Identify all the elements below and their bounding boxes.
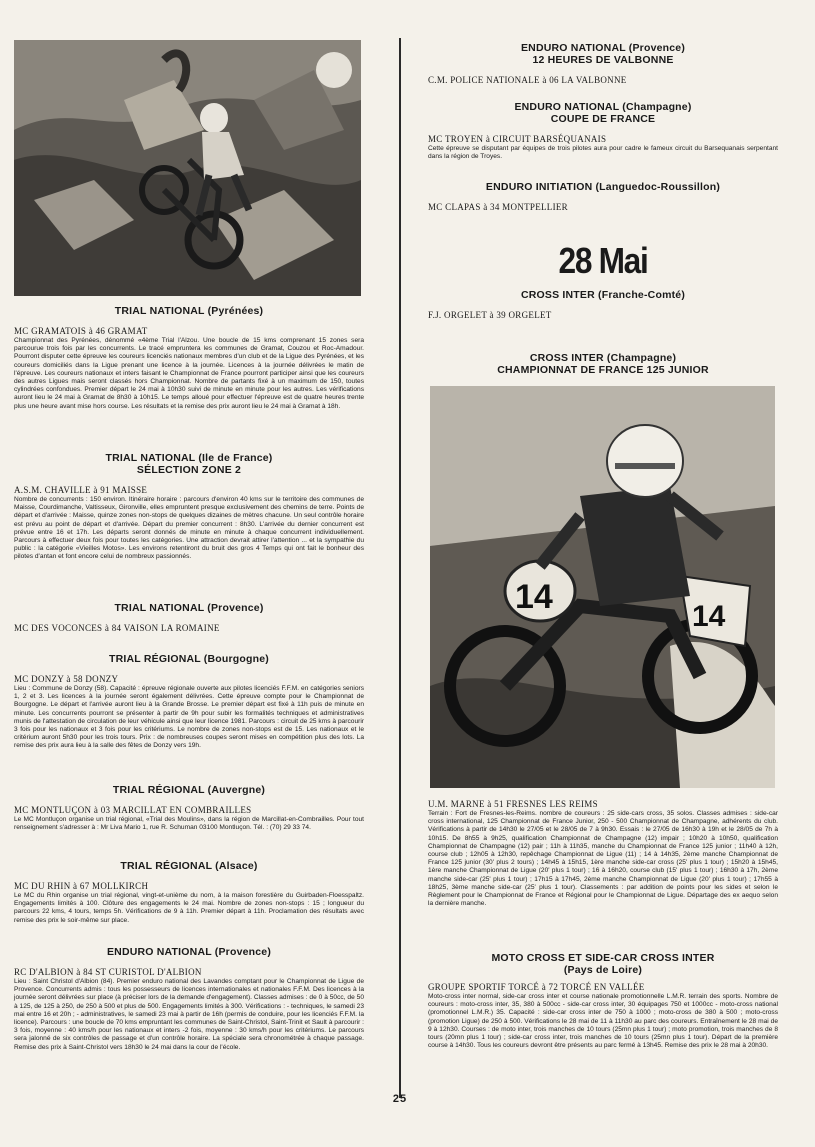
section-title: ENDURO NATIONAL (Provence) (106, 946, 272, 958)
section-title: CROSS INTER (Champagne) (529, 352, 677, 364)
section-moto-cross-pays-de-loire (428, 952, 778, 1050)
section-title: TRIAL NATIONAL (Ile de France) (105, 452, 273, 464)
organizer: MC DES VOCONCES à 84 VAISON LA ROMAINE (14, 623, 220, 633)
section-title: TRIAL NATIONAL (Provence) (114, 602, 264, 614)
section-subtitle: COUPE DE FRANCE (550, 113, 656, 125)
organizer: MC DU RHIN à 67 MOLLKIRCH (14, 881, 149, 891)
section-cross-franche-comte (428, 289, 778, 320)
section-title: TRIAL NATIONAL (Pyrénées) (114, 305, 264, 317)
trial-rider-photo (14, 40, 361, 296)
section-enduro-initiation (428, 181, 778, 212)
section-title: ENDURO NATIONAL (Champagne) (514, 101, 692, 113)
section-trial-bourgogne (14, 653, 364, 751)
organizer: MC DONZY à 58 DONZY (14, 674, 119, 684)
organizer: A.S.M. CHAVILLE à 91 MAISSE (14, 485, 148, 495)
date-heading: 28 Mai (558, 240, 648, 281)
section-trial-pyrenees (14, 305, 364, 411)
section-text: Moto-cross inter normal, side-car cross inter et course nationale promotionnelle L.M.R. terrain des sports. Nombre de coureurs : moto-cross inter, 35, 380 à 500cc - side-car cross inter, 30 équipages 750 et 1000cc - moto-cross national (promotionnel L.M.R.) 35. Capacité : side-car cross inter de 750 à 1000 ; moto-cross de 380 à 500 ; moto-cross (promotion Ligue) de 250 à 500. Vérifications le 28 mai de 11 à 11h30 au parc des coureurs. Entraînement le 28 mai de 9 à 12h30. Courses : de moto inter, trois manches de 10 tours (25mn plus 1 tour) ; moto promotion, trois manches de 8 tours (20mn plus 1 tour) ; side-car cross inter, trois manches de 10 tours (25mn plus 1 tour). Départ de la première course à 14h30. Tous les coureurs devront être présents au parc fermé à 13h45. Remise des prix le 28 mai à 20h30. (428, 993, 778, 1050)
section-text: Championnat des Pyrénées, dénommé «4ème Trial l'Alzou. Une boucle de 15 kms comprenant 15 zones sera parcourue trois fois par les concurrents. Le tracé empruntera les communes de Gramat, Couzou et Roc-Amadour. Pourront disputer cette épreuve les coureurs licenciés nationaux membres d'un club et de la Ligue des Pyrénées, et les coureurs domiciliés dans la Ligue prenant une licence à la journée. Licences à la journée délivrées le matin de l'épreuve. Les coureurs nationaux et inters faisant le Championnat de France pourront participer ainsi que les coureurs des autres Ligues mais seront classés hors Championnat. Nombre de partants fixé à un maximum de 150, toutes cylindrées confondues. Premier départ le 24 mai à 10h30 suivi de minute en minute pour les autres. Les vérifications auront lieu le 24 mai à Gramat de 8h30 à 10h15. Le temps alloué pour effectuer l'épreuve est de quatre heures trente plus une heure avant mise hors course. Les résultats et la remise des prix auront lieu le 24 mai à Gramat à 18h. (14, 337, 364, 410)
organizer: GROUPE SPORTIF TORCÉ à 72 TORCÉ EN VALLÉE (428, 982, 645, 992)
section-text: Le MC du Rhin organise un trial régional, vingt-et-unième du nom, à la maison forestière du Guirbaden-Floesspaltz. Engagements limités à 100. Clôture des engagements le 24 mai. Nombre de zones non-stops : 15 ; longueur du parcours 22 kms, 4 tours, temps 5h. Vérifications de 9 à 11h. Premier départ à 11h. Proclamation des résultats avec remise des prix le soir-même sur place. (14, 892, 364, 924)
section-text: Nombre de concurrents : 150 environ. Itinéraire horaire : parcours d'environ 40 kms sur le territoire des communes de Maisse, Courdimanche, Valtisseux, Gironville, elles empruntent presque exclusivement des chemins de terre. Points de départ et d'arrivée : Maisse, quinze zones non-stops de quelques dizaines de mètres chacune. Un seul contrôle horaire est prévu au point de départ et d'arrivée. Départ du premier concurrent : 8h30. L'arrivée du dernier concurrent est prévue entre 16 et 17h. Les départs seront donnés de minute en minute à chaque concurrent individuellement. Parcours à effectuer deux fois pour toutes les catégories. Une attraction devrait attirer l'attention ... et la sympathie du public : la catégorie «Vieilles Motos». Les environs retentiront du bruit des gros 4 Temps qui ont fait le bonheur des pilotes d'antan et font encore celui de nombreux passionnés. (14, 496, 364, 561)
section-trial-ile-de-france (14, 452, 364, 562)
section-title: TRIAL RÉGIONAL (Alsace) (120, 860, 258, 872)
section-title: TRIAL RÉGIONAL (Bourgogne) (109, 653, 269, 665)
section-cross-champagne-title (428, 352, 778, 376)
section-title: MOTO CROSS ET SIDE-CAR CROSS INTER (491, 952, 715, 964)
section-trial-alsace (14, 860, 364, 925)
section-cross-champagne-body (428, 790, 778, 908)
section-title: TRIAL RÉGIONAL (Auvergne) (112, 784, 266, 796)
section-text: Cette épreuve se disputant par équipes de trois pilotes aura pour cadre le fameux circuit du Barsequanais serpentant dans la région de Troyes. (428, 145, 778, 161)
organizer: F.J. ORGELET à 39 ORGELET (428, 310, 552, 320)
section-enduro-champagne (428, 101, 778, 161)
bike-number-front: 14 (515, 578, 553, 616)
section-text: Lieu : Saint Christol d'Albion (84). Premier enduro national des Lavandes comptant pour le Championnat de Ligue de Provence. Concurrents admis : tous les possesseurs de licences internationales et nationales F.F.M. Des licences à la journée seront délivrées sur place (à préciser lors de la demande d'engagement). Classes admises : de 0 à 50cc, de 50 à 125, de 125 à 250, de 250 à 500 et plus de 500. Engagements limités à 300. Vérifications : - techniques, le samedi 23 mai entre 16 et 20h ; - administratives, le samedi 23 mai à partir de 16h (permis de conduire, pour les licenciés F.F.M. la licence). Parcours : une boucle de 70 kms empruntant les communes de Saint-Christol, Saint-Trinit et Sault à parcourir : 3 fois, moyenne : 40 kms/h pour les nationaux et inters -2 fois, moyenne : 30 kms/h pour les critériums. Le parcours sera jalonné de six contrôles de passage et d'un contrôle horaire. La spéciale sera chronométrée à chaque passage. Remise des prix à Saint-Christol vers 18h30 le 24 mai dans la cour de l'école. (14, 978, 364, 1051)
section-subtitle: 12 HEURES DE VALBONNE (532, 54, 674, 66)
organizer: RC D'ALBION à 84 ST CURISTOL D'ALBION (14, 967, 202, 977)
organizer: MC CLAPAS à 34 MONTPELLIER (428, 202, 568, 212)
organizer: MC TROYEN à CIRCUIT BARSÉQUANAIS (428, 134, 607, 144)
section-subtitle: CHAMPIONNAT DE FRANCE 125 JUNIOR (497, 364, 709, 376)
section-title: CROSS INTER (Franche-Comté) (520, 289, 686, 301)
section-text: Lieu : Commune de Donzy (58). Capacité : épreuve régionale ouverte aux pilotes licenciés F.F.M. en catégories seniors 1, 2 et 3. Les licences à la journée seront également délivrées. Cette épreuve compte pour le Championnat de Bourgogne. Le départ et l'arrivée auront lieu à la Grande Brosse. Le premier départ est fixé à 11h puis de minute en minute. Les concurrents pourront se présenter à partir de 9h pour subir les formalités techniques et administratives munis de l'attestation de circulation de leur véhicule ainsi que leur licence 1981. Parcours : circuit de 25 kms à parcourir 3 fois pour les nationaux et 3 fois pour les critériums. Le nombre de zones non-stops est de 15. Les nationaux et le critérium auront 5h30 pour les trois tours. Prix : de nombreuses coupes seront mises en compétition plus des lots. La remise des prix aura lieu à la salle des fêtes de Donzy vers 19h. (14, 685, 364, 750)
organizer: U.M. MARNE à 51 FRESNES LES REIMS (428, 799, 598, 809)
organizer: MC MONTLUÇON à 03 MARCILLAT EN COMBRAILLES (14, 805, 252, 815)
organizer: MC GRAMATOIS à 46 GRAMAT (14, 326, 148, 336)
bike-number-side: 14 (692, 600, 726, 633)
section-title: ENDURO INITIATION (Languedoc-Roussillon) (485, 181, 721, 193)
section-text: Terrain : Fort de Fresnes-les-Reims. nombre de coureurs : 25 side-cars cross, 35 solos. Classes admises : side-car cross international, 125 Championnat de France Junior, 250 - 500 Championnat de Champagne, adhérents du club. Vérifications à partir de 14h30 le 27/05 et le 28/05 de 7 à 9h30. Essais : le 27/05 de 16h30 à 19h et le 28/05 de 7h à 10h15. De 8h55 à 9h25, qualification Championnat de Champagne (12) impair ; 10h20 à 10h50, qualification Championnat de Champagne (12) pair ; 11h à 11h35, manche du Championnat de France 125 junior ; 11h40 à 12h, course club ; 12h05 à 12h30, repêchage Championnat de Ligue (11) ; 14 à 14h35, 2ème manche Championnat de France 125 junior (30' plus 2 tours) ; 14h45 à 15h15, 1ère manche side-car cross (25' plus 1 tour) ; 15h20 à 15h45, 1ère manche Championnat de Ligue (20' plus 1 tour) ; 16 à 16h20, course club (15' plus 1 tour) ; 16h30 à 17h, 2ème manche side-car (25' plus 1 tour) ; 17h15 à 17h45, 2ème manche Championnat de Ligue (20' plus 1 tour) ; 17h55 à 18h25, 3ème manche side-car (25' plus 1 tour). Classements : par addition de points pour les sides et selon le Règlement pour le Championnat de France et Régional pour le Championnat de Ligue. Départage des ex aequo selon la dernière manche. (428, 810, 778, 908)
section-trial-provence (14, 602, 364, 633)
column-divider (399, 38, 401, 1098)
motocross-rider-photo (430, 386, 775, 788)
section-title: ENDURO NATIONAL (Provence) (520, 42, 686, 54)
organizer: C.M. POLICE NATIONALE à 06 LA VALBONNE (428, 75, 627, 85)
section-subtitle: SÉLECTION ZONE 2 (136, 464, 242, 476)
section-trial-auvergne (14, 784, 364, 832)
page-number: 25 (392, 1093, 408, 1105)
section-subtitle: (Pays de Loire) (563, 964, 643, 976)
section-enduro-valbonne (428, 42, 778, 85)
section-text: Le MC Montluçon organise un trial régional, «Trial des Moulins», dans la région de Marcillat-en-Combrailles. Pour tout renseignement s'adresser à : Mr Liva Mario 1, rue R. Schuman 03100 Montluçon. Tél. : (70) 29 33 74. (14, 816, 364, 832)
section-enduro-provence (14, 946, 364, 1052)
